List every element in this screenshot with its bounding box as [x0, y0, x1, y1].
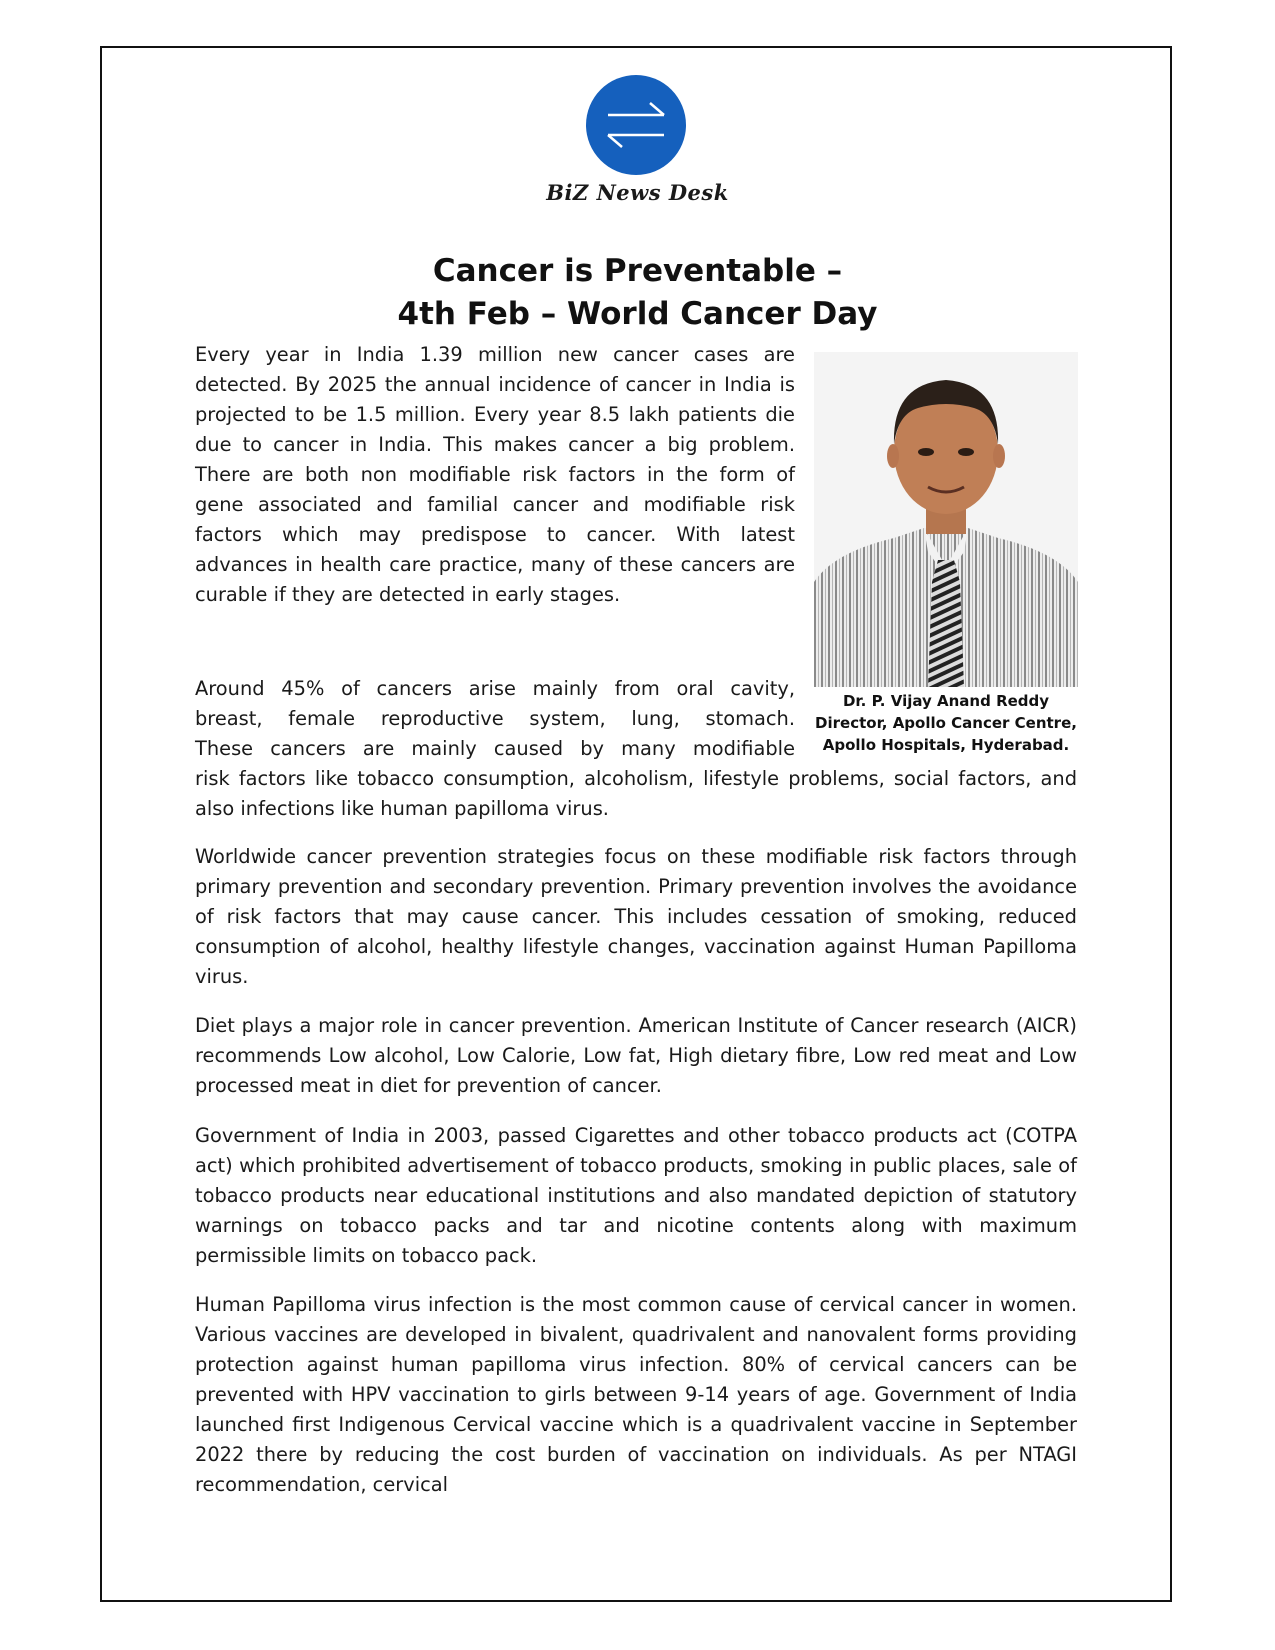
- paragraph-2-line-3: These cancers are mainly caused by many modifiable: [195, 737, 795, 760]
- paragraph-5: Government of India in 2003, passed Cigarettes and other tobacco products act (COTPA act) which prohibited advertisement of tobacco products, smoking in public places, sale of tobacco products near educational institutions and also mandated depiction of statutory warnings on tobacco packs and tar and nicotine contents along with maximum permissible limits on tobacco pack.: [195, 1124, 1077, 1267]
- paragraph-2-line-2: breast, female reproductive system, lung, stomach.: [195, 707, 795, 730]
- doctor-photo: [814, 352, 1078, 687]
- paragraph-1: Every year in India 1.39 million new cancer cases are detected. By 2025 the annual incidence of cancer in India is projected to be 1.5 million. Every year 8.5 lakh patients die due to cancer in India. This makes cancer a big problem. There are both non modifiable risk factors in the form of gene associated and familial cancer and modifiable risk factors which may predispose to cancer. With latest advances in health care practice, many of these cancers are curable if they are detected in early stages.: [195, 343, 795, 606]
- article-title: [300, 250, 975, 336]
- caption-name: Dr. P. Vijay Anand Reddy: [842, 692, 1050, 710]
- paragraph-2-line-1: Around 45% of cancers arise mainly from oral cavity,: [195, 677, 795, 700]
- paragraph-2-top: [195, 674, 795, 764]
- brand-logo: [586, 75, 686, 175]
- paragraph-2-rest: risk factors like tobacco consumption, alcoholism, lifestyle problems, social factors, and also infections like human papilloma virus.: [195, 767, 1077, 820]
- brand-name: BiZ News Desk: [546, 180, 729, 205]
- exchange-arrows-icon: [586, 75, 686, 175]
- paragraph-6: Human Papilloma virus infection is the most common cause of cervical cancer in women. Various vaccines are developed in bivalent, quadrivalent and nanovalent forms providing protection against human papilloma virus infection. 80% of cervical cancers can be prevented with HPV vaccination to girls between 9-14 years of age. Government of India launched first Indigenous Cervical vaccine which is a quadrivalent vaccine in September 2022 there by reducing the cost burden of vaccination on individuals. As per NTAGI recommendation, cervical: [195, 1293, 1077, 1496]
- caption-role: Director, Apollo Cancer Centre,: [815, 714, 1077, 732]
- paragraph-4: Diet plays a major role in cancer prevention. American Institute of Cancer research (AICR) recommends Low alcohol, Low Calorie, Low fat, High dietary fibre, Low red meat and Low processed meat in diet for prevention of cancer.: [195, 1014, 1077, 1097]
- title-line-2: 4th Feb – World Cancer Day: [397, 296, 878, 332]
- title-line-1: Cancer is Preventable –: [432, 253, 843, 289]
- caption-org: Apollo Hospitals, Hyderabad.: [822, 736, 1070, 754]
- photo-caption: [810, 690, 1082, 756]
- paragraph-3: Worldwide cancer prevention strategies focus on these modifiable risk factors through primary prevention and secondary prevention. Primary prevention involves the avoidance of risk factors that may cause cancer. This includes cessation of smoking, reduced consumption of alcohol, healthy lifestyle changes, vaccination against Human Papilloma virus.: [195, 845, 1077, 988]
